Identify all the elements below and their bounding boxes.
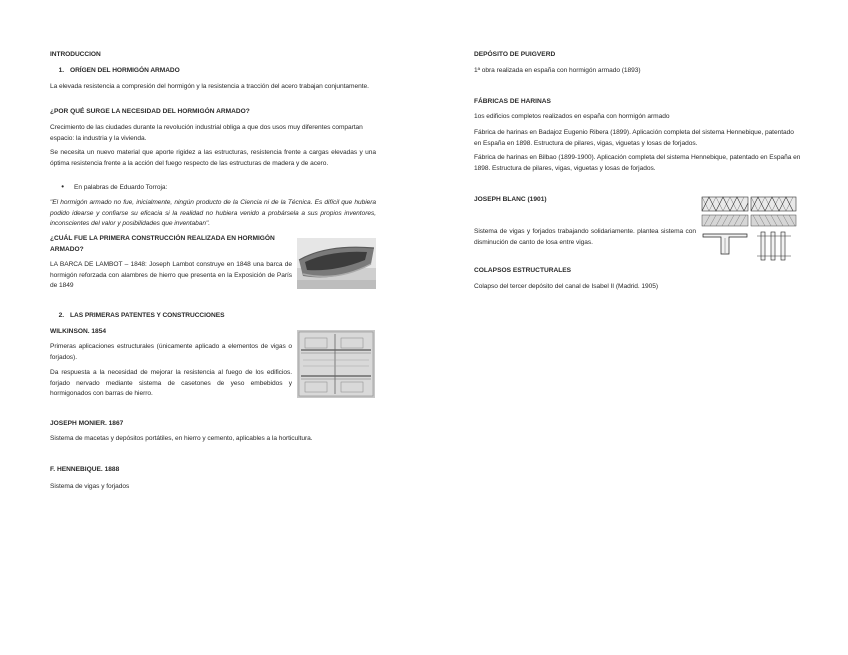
section-1-heading xyxy=(50,66,180,77)
monier-paragraph: Sistema de macetas y depósitos portátiles, en hierro y cemento, aplicables a la horticultura. xyxy=(50,435,313,442)
hennebique-title: F. HENNEBIQUE. 1888 xyxy=(50,466,120,473)
intro-heading: INTRODUCCION xyxy=(50,51,101,58)
harinas-paragraph-2: Fábrica de harinas en Badajoz Eugenio Ribera (1899). Aplicación completa del sistema Hennebique, patentado en España en 1898. Estructura de pilares, vigas, viguetas y losas de forjados. xyxy=(474,129,794,147)
section-2-title: LAS PRIMERAS PATENTES Y CONSTRUCCIONES xyxy=(70,312,225,319)
blanc-paragraph: Sistema de vigas y forjados trabajando solidariamente. plantea sistema con disminución de canto de losa entre vigas. xyxy=(474,228,696,246)
lambot-boat-photo xyxy=(297,238,376,289)
paragraph-barca-lambot: LA BARCA DE LAMBOT – 1848: Joseph Lambot construye en 1848 una barca de hormigón reforzada con alambres de hierro que presenta en la Exposición de París de 1849 xyxy=(50,261,292,289)
puigverd-paragraph: 1ª obra realizada en españa con hormigón armado (1893) xyxy=(474,67,641,74)
section-2-heading xyxy=(50,311,224,322)
bullet-icon: • xyxy=(61,182,64,192)
blanc-title: JOSEPH BLANC (1901) xyxy=(474,196,547,203)
harinas-paragraph-3: Fábrica de harinas en Bilbao (1899-1900). Aplicación completa del sistema Hennebique, patentado en España en 1898. Estructura de pilares, vigas, viguetas y losas de forjados. xyxy=(474,154,801,172)
wilkinson-paragraph-2: Da respuesta a la necesidad de mejorar la resistencia al fuego de los edificios. forjado nervado mediante sistema de casetones de yeso embebidos y hormigonados con barras de hierro. xyxy=(50,369,292,397)
blanc-beam-drawings xyxy=(701,196,797,264)
wilkinson-slab-drawing xyxy=(297,330,375,398)
monier-title: JOSEPH MONIER. 1867 xyxy=(50,420,124,427)
section-1-number: 1. xyxy=(58,67,64,74)
torroja-quote: "El hormigón armado no fue, inicialmente, ningún producto de la Ciencia ni de la Técnica. Es difícil que hubiera podido idearse y confiarse su eficacia si la realidad no hubiera venido a probársela a sus propios inventores, inconscientes del valor y posibilidades que inventaban". xyxy=(50,199,376,227)
colapsos-paragraph: Colapso del tercer depósito del canal de Isabel II (Madrid. 1905) xyxy=(474,283,659,290)
hennebique-paragraph: Sistema de vigas y forjados xyxy=(50,483,130,490)
question-primera-construccion: ¿CUÁL FUE LA PRIMERA CONSTRUCCIÓN REALIZADA EN HORMIGÓN ARMADO? xyxy=(50,235,275,253)
harinas-title: FÁBRICAS DE HARINAS xyxy=(474,98,551,105)
colapsos-title: COLAPSOS ESTRUCTURALES xyxy=(474,267,572,274)
bullet-text: En palabras de Eduardo Torroja: xyxy=(74,184,168,191)
wilkinson-paragraph-1: Primeras aplicaciones estructurales (únicamente aplicado a elementos de vigas o forjados). xyxy=(50,343,292,361)
bullet-item-torroja xyxy=(50,183,167,194)
wilkinson-title: WILKINSON. 1854 xyxy=(50,328,107,335)
question-por-que: ¿POR QUÉ SURGE LA NECESIDAD DEL HORMIGÓN ARMADO? xyxy=(50,108,250,115)
section-1-title: ORÍGEN DEL HORMIGÓN ARMADO xyxy=(70,67,180,74)
section-2-number: 2. xyxy=(58,312,64,319)
paragraph-nuevo-material: Se necesita un nuevo material que aporte rigidez a las estructuras, resistencia frente a cargas elevadas y una óptima resistencia frente a la acción del fuego respecto de las estructuras de madera y de acero. xyxy=(50,149,376,167)
harinas-paragraph-1: 1os edificios completos realizados en españa con hormigón armado xyxy=(474,113,670,120)
puigverd-title: DEPÓSITO DE PUIGVERD xyxy=(474,51,556,58)
paragraph-resistencia: La elevada resistencia a compresión del hormigón y la resistencia a tracción del acero trabajan conjuntamente. xyxy=(50,83,369,90)
paragraph-crecimiento: Crecimiento de las ciudades durante la revolución industrial obliga a que dos usos muy diferentes compartan espacio: la industria y la vivienda. xyxy=(50,124,363,142)
